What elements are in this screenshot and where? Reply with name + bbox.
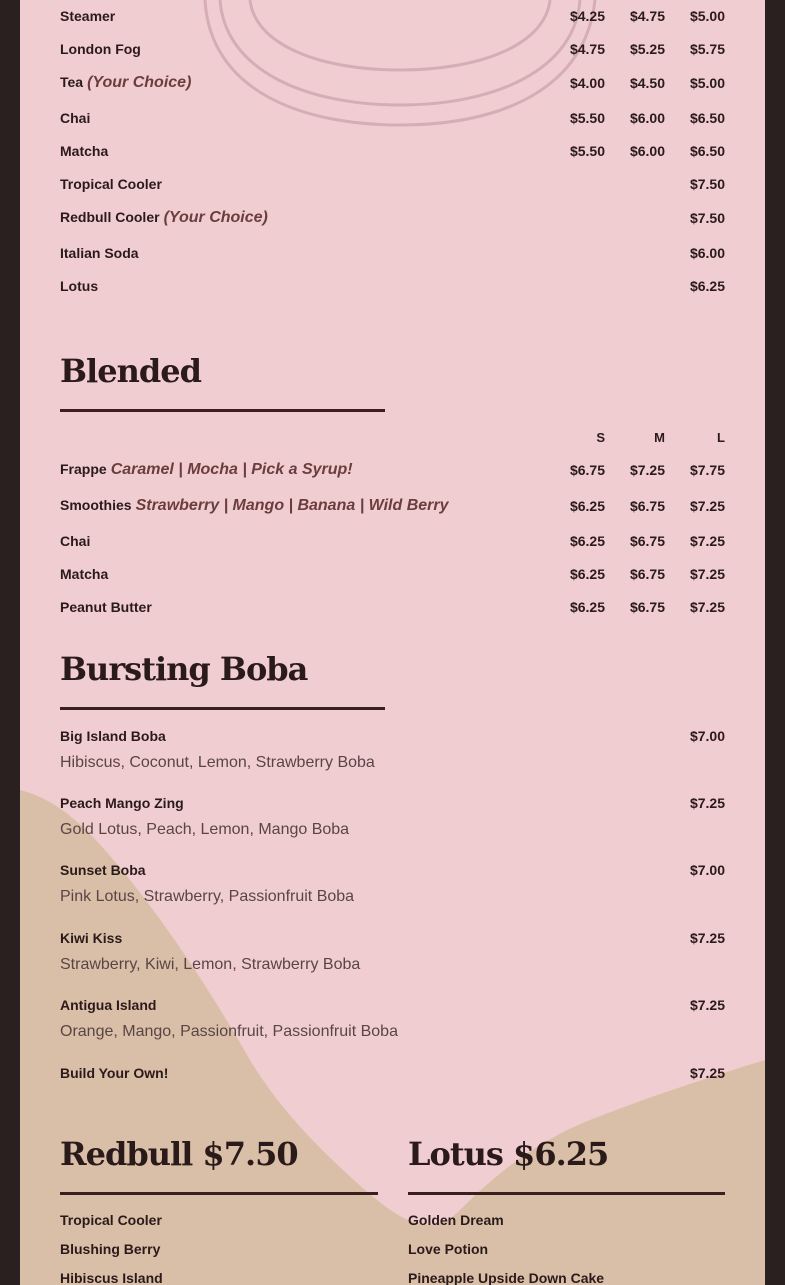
redbull-item: Hibiscus Island: [60, 1270, 163, 1285]
top-menu-item-price: $4.50: [629, 75, 665, 91]
boba-item-name: Peach Mango Zing: [60, 795, 184, 811]
boba-item-price: $7.25: [689, 930, 725, 946]
blended-item-name: Smoothies Strawberry | Mango | Banana | Wild Berry: [60, 497, 449, 514]
blended-item-row: [60, 459, 725, 481]
top-menu-item-price: $7.50: [689, 210, 725, 226]
top-menu-item-price: $6.25: [689, 278, 725, 294]
blended-item-price: $7.75: [689, 462, 725, 478]
blended-item-price: $6.25: [569, 566, 605, 582]
blended-heading: Blended: [60, 352, 201, 390]
blended-item-price: $6.75: [629, 498, 665, 514]
blended-item-name: Matcha: [60, 566, 109, 582]
blended-item-price: $6.75: [569, 462, 605, 478]
redbull-rule: [60, 1192, 378, 1195]
redbull-item: Blushing Berry: [60, 1241, 161, 1257]
top-menu-item-name: Chai: [60, 110, 91, 126]
boba-item-price: $7.25: [689, 1065, 725, 1081]
boba-heading: Bursting Boba: [60, 650, 308, 688]
top-menu-item-name: Tea (Your Choice): [60, 74, 192, 91]
top-menu-item-options: (Your Choice): [163, 209, 268, 226]
top-menu-item-price: $4.25: [569, 8, 605, 24]
boba-item-row: [60, 725, 725, 747]
boba-item-row: [60, 994, 725, 1016]
top-menu-item-price: $4.75: [569, 41, 605, 57]
menu-page: [20, 0, 765, 1285]
top-menu-item-row: [60, 72, 725, 94]
blended-item-row: [60, 495, 725, 517]
top-menu-item-price: $5.50: [569, 143, 605, 159]
boba-item-price: $7.25: [689, 795, 725, 811]
top-menu-item-row: [60, 5, 725, 27]
blended-item-price: $7.25: [689, 533, 725, 549]
top-menu-item-name: Steamer: [60, 8, 116, 24]
top-menu-item-price: $6.00: [629, 143, 665, 159]
boba-rule: [60, 707, 385, 710]
blended-item-options: Caramel | Mocha | Pick a Syrup!: [110, 461, 353, 478]
boba-item-description: Orange, Mango, Passionfruit, Passionfruit Boba: [60, 1023, 398, 1040]
blended-item-price: $7.25: [689, 498, 725, 514]
blended-item-name: Peanut Butter: [60, 599, 152, 615]
top-menu-item-price: $4.75: [629, 8, 665, 24]
top-menu-item-price: $6.50: [689, 110, 725, 126]
blended-item-row: [60, 596, 725, 618]
boba-item-row: [60, 1062, 725, 1084]
boba-item-price: $7.00: [689, 862, 725, 878]
top-menu-item-price: $5.75: [689, 41, 725, 57]
boba-item-name: Antigua Island: [60, 997, 157, 1013]
lotus-heading: Lotus $6.25: [408, 1135, 609, 1173]
boba-item-price: $7.00: [689, 728, 725, 744]
top-menu-item-name: Matcha: [60, 143, 109, 159]
top-menu-item-row: [60, 173, 725, 195]
size-large-header: L: [717, 430, 725, 445]
blended-item-price: $7.25: [629, 462, 665, 478]
boba-item-row: [60, 859, 725, 881]
blended-item-price: $6.25: [569, 533, 605, 549]
top-menu-item-price: $6.00: [689, 245, 725, 261]
boba-item-description: Hibiscus, Coconut, Lemon, Strawberry Boba: [60, 754, 375, 771]
top-menu-item-row: [60, 140, 725, 162]
top-menu-item-price: $5.50: [569, 110, 605, 126]
top-menu-item-price: $7.50: [689, 176, 725, 192]
blended-item-price: $6.75: [629, 599, 665, 615]
size-small-header: S: [596, 430, 605, 445]
top-menu-item-price: $6.00: [629, 110, 665, 126]
boba-item-description: Gold Lotus, Peach, Lemon, Mango Boba: [60, 821, 350, 838]
boba-item-name: Kiwi Kiss: [60, 930, 123, 946]
top-menu-item-name: Italian Soda: [60, 245, 139, 261]
boba-item-price: $7.25: [689, 997, 725, 1013]
boba-item-name: Sunset Boba: [60, 862, 146, 878]
redbull-heading: Redbull $7.50: [60, 1135, 298, 1173]
boba-item-description: Strawberry, Kiwi, Lemon, Strawberry Boba: [60, 956, 361, 973]
top-menu-item-row: [60, 275, 725, 297]
top-menu-item-options: (Your Choice): [87, 74, 192, 91]
blended-rule: [60, 409, 385, 412]
boba-item-row: [60, 792, 725, 814]
blended-item-row: [60, 530, 725, 552]
top-menu-item-price: $6.50: [689, 143, 725, 159]
boba-item-name: Build Your Own!: [60, 1065, 169, 1081]
top-menu-item-row: [60, 207, 725, 229]
blended-item-price: $7.25: [689, 599, 725, 615]
blended-item-options: Strawberry | Mango | Banana | Wild Berry: [135, 497, 449, 514]
blended-item-price: $6.25: [569, 498, 605, 514]
lotus-item: Pineapple Upside Down Cake: [408, 1270, 605, 1285]
top-menu-item-row: [60, 107, 725, 129]
redbull-item: Tropical Cooler: [60, 1212, 162, 1228]
top-menu-item-price: $5.00: [689, 75, 725, 91]
top-menu-item-row: [60, 38, 725, 60]
blended-item-price: $6.75: [629, 566, 665, 582]
boba-item-description: Pink Lotus, Strawberry, Passionfruit Boba: [60, 888, 355, 905]
blended-item-name: Chai: [60, 533, 91, 549]
top-menu-item-name: London Fog: [60, 41, 141, 57]
top-menu-item-name: Lotus: [60, 278, 99, 294]
blended-item-name: Frappe Caramel | Mocha | Pick a Syrup!: [60, 461, 353, 478]
blended-item-price: $6.75: [629, 533, 665, 549]
size-medium-header: M: [654, 430, 665, 445]
top-menu-item-name: Tropical Cooler: [60, 176, 162, 192]
blended-item-row: [60, 563, 725, 585]
lotus-item: Golden Dream: [408, 1212, 504, 1228]
lotus-rule: [408, 1192, 725, 1195]
boba-item-row: [60, 927, 725, 949]
blended-item-price: $6.25: [569, 599, 605, 615]
lotus-item: Love Potion: [408, 1241, 489, 1257]
top-menu-item-name: Redbull Cooler (Your Choice): [60, 209, 268, 226]
top-menu-item-price: $5.25: [629, 41, 665, 57]
top-menu-item-row: [60, 242, 725, 264]
boba-item-name: Big Island Boba: [60, 728, 166, 744]
blended-item-price: $7.25: [689, 566, 725, 582]
top-menu-item-price: $4.00: [569, 75, 605, 91]
top-menu-item-price: $5.00: [689, 8, 725, 24]
